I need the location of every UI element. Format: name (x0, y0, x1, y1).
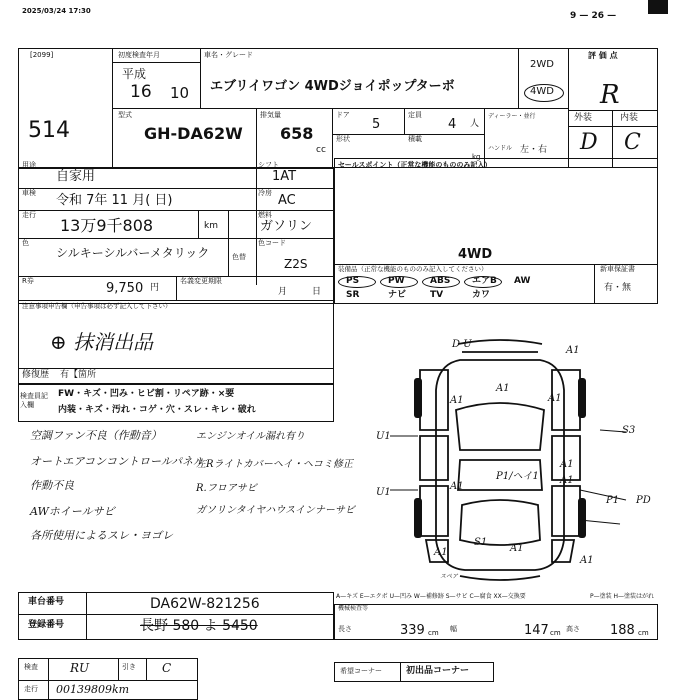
width-value: 147 (524, 623, 549, 638)
inspector-row1: FW・キズ・凹み・ヒビ割・リペア跡・×要 (58, 389, 235, 399)
dimensions-extra-label: 機械検査等 (338, 605, 369, 612)
grade-value: R (600, 80, 620, 110)
damage-mark-right-rear-b: A1 (560, 475, 574, 486)
equipment-label: 装備品（正常な機能のもののみ記入してください） (338, 265, 488, 273)
dealer-label: ディーラー・並行 (488, 113, 536, 120)
inspector-note-right: エンジンオイル漏れ有り (196, 431, 305, 442)
usage-value: 自家用 (56, 169, 96, 184)
damage-legend-small: P—塗装 H—塗装はがれ (590, 593, 655, 600)
recycle-label: R券 (22, 277, 34, 285)
damage-mark-right-front: A1 (548, 393, 562, 404)
sales-point-value: 4WD (458, 247, 493, 262)
equipment-item: PS (346, 276, 360, 286)
doors-value: 5 (372, 117, 381, 132)
damage-mark-rear-bumper: A1 (580, 555, 594, 566)
load-unit: kg (472, 153, 481, 161)
model-name: エブリイワゴン 4WDジョイポップターボ (210, 79, 455, 94)
new-warranty-value: 有・無 (604, 283, 632, 293)
width-label: 幅 (450, 625, 457, 633)
color-code-value: Z2S (284, 257, 308, 271)
lot-code: [2099] (30, 51, 54, 59)
sales-point-label: セールスポイント（正常な機能のもののみ記入） (338, 161, 492, 169)
corner-block (648, 0, 668, 14)
name-change-label: 名義変更期限 (180, 277, 222, 285)
type-value: GH-DA62W (144, 124, 243, 143)
inspector-note-right: 左Rライトカバーヘイ・ヘコミ修正 (196, 459, 353, 470)
shift-label: シフト (258, 161, 279, 169)
chassis-label: 車台番号 (28, 597, 65, 607)
name-change-month: 月 (278, 287, 288, 297)
registration-month: 10 (170, 84, 190, 102)
timestamp: 2025/03/24 17:30 (22, 7, 91, 15)
color-change-label: 色替 (232, 253, 246, 261)
cc-value: 658 (280, 124, 314, 143)
footer-mileage-value: 00139809km (56, 683, 130, 696)
handle-label: ハンドル (488, 145, 513, 152)
damage-legend: A—キズ E—エクボ U—凹み W—補修跡 S—サビ C—腐食 XX—交換要 (336, 593, 526, 600)
equipment-item: PW (388, 276, 405, 286)
shape-label: 形状 (336, 135, 350, 143)
length-label: 長さ (338, 625, 352, 633)
length-unit: cm (428, 629, 439, 637)
mileage-label: 走行 (22, 211, 36, 219)
height-unit: cm (638, 629, 649, 637)
length-value: 339 (400, 623, 425, 638)
cc-label: 排気量 (260, 111, 281, 119)
lot-number: 514 (28, 118, 70, 143)
corner-label: 希望コーナー (340, 667, 382, 675)
type-label: 型式 (118, 111, 132, 119)
mileage-value: 13万9千808 (60, 216, 154, 235)
car-damage-diagram (330, 300, 660, 590)
recycle-unit: 円 (150, 283, 160, 293)
damage-mark-left-door: A1 (450, 481, 464, 492)
inspector-note-left: 空調ファン不良（作動音） (30, 429, 162, 442)
corner-value: 初出品コーナー (406, 666, 470, 676)
notes-value: ⊕ 抹消出品 (50, 330, 154, 354)
inspection-label: 車検 (22, 189, 36, 197)
height-label: 高さ (566, 625, 580, 633)
damage-mark-left-front: A1 (450, 395, 464, 406)
fuel-value: ガソリン (260, 219, 313, 234)
interior-grade: C (624, 130, 641, 155)
inspector-note-left: 各所使用によるスレ・ヨゴレ (30, 529, 173, 542)
damage-mark-left-rear: U1 (376, 487, 391, 498)
pickup-value: C (162, 661, 172, 675)
usage-label: 用途 (22, 161, 36, 169)
mileage-unit: km (204, 221, 218, 231)
pickup-label: 引き (122, 663, 136, 671)
inspector-note-right: ガソリンタイヤハウスインナーサビ (196, 505, 355, 516)
equipment-item: AW (514, 276, 531, 286)
equipment-item: TV (430, 290, 444, 300)
cc-unit: cc (316, 145, 326, 155)
exterior-label: 外装 (574, 113, 593, 123)
interior-label: 内装 (620, 113, 639, 123)
chassis-value: DA62W-821256 (150, 596, 260, 612)
damage-mark-roof: P1/ヘイ1 (496, 471, 539, 482)
registration-label: 初度検査年月 (118, 51, 160, 59)
damage-mark-tail: S1 (474, 537, 488, 548)
shift-value: 1AT (272, 169, 297, 184)
damage-mark-left-side: U1 (376, 431, 391, 442)
fuel-label: 燃料 (258, 211, 272, 219)
handle-value: 左・右 (520, 145, 548, 155)
plate-value: 長野 580 よ 5450 (140, 618, 258, 634)
capacity-value: 4 (448, 117, 457, 132)
inspector-label: 検査員記入欄 (20, 392, 48, 410)
recycle-value: 9,750 (106, 281, 144, 296)
doors-label: ドア (336, 111, 350, 119)
capacity-label: 定員 (408, 111, 422, 119)
inspector-note-right: R.フロアサビ (196, 483, 257, 494)
damage-mark-front-right: A1 (566, 345, 580, 356)
color-code-label: 色コード (258, 239, 286, 247)
exterior-grade: D (580, 130, 598, 155)
damage-mark-front-top: D U (452, 339, 472, 350)
equipment-item: カワ (472, 290, 491, 300)
color-value: シルキーシルバーメタリック (56, 246, 210, 260)
name-change-day: 日 (312, 287, 322, 297)
model-label: 車名・グレード (204, 51, 253, 59)
damage-mark-rear-left: A1 (434, 547, 448, 558)
damage-mark-right-rear-a: A1 (560, 459, 574, 470)
damage-mark-right-side: S3 (622, 425, 636, 436)
damage-mark-right-rear-door: P1 (606, 495, 620, 506)
damage-mark-spare-label: スペア (440, 573, 459, 580)
registration-year: 16 (130, 82, 152, 102)
height-value: 188 (610, 623, 635, 638)
inspector-row2: 内装・キズ・汚れ・コゲ・穴・スレ・キレ・破れ (58, 405, 256, 415)
notes-label: 注意事項申告欄（申告事項は必ず記入して下さい） (22, 302, 172, 310)
inspection-value: 令和 7年 11 月( 日) (56, 193, 173, 208)
ac-label: 冷房 (258, 189, 272, 197)
equipment-item: ABS (430, 276, 451, 286)
repair-value: 有【箇所 (60, 370, 97, 380)
damage-mark-hood: A1 (496, 383, 510, 394)
new-warranty-label: 新車保証書 (600, 265, 635, 273)
damage-mark-right-far: PD (636, 495, 651, 506)
color-label: 色 (22, 239, 29, 247)
check-value: RU (70, 661, 90, 675)
footer-mileage-label: 走行 (24, 685, 38, 693)
damage-mark-tail-right: A1 (510, 543, 524, 554)
equipment-item: ナビ (388, 290, 407, 300)
grade-label: 評 価 点 (588, 51, 618, 60)
corner-mark: 9 — 26 — (570, 11, 617, 21)
inspector-note-left: 作動不良 (30, 479, 74, 492)
ac-value: AC (278, 193, 296, 208)
inspector-note-left: AWホイールサビ (30, 505, 115, 518)
plate-label: 登録番号 (28, 620, 65, 630)
inspector-note-left: オートエアコンコントロールパネル (30, 455, 205, 468)
load-label: 積載 (408, 135, 422, 143)
repair-label: 修復歴 (22, 370, 50, 380)
width-unit: cm (550, 629, 561, 637)
equipment-item: SR (346, 290, 360, 300)
equipment-item: エアB (472, 276, 497, 286)
drive-4wd: 4WD (530, 86, 554, 97)
registration-era: 平成 (122, 67, 147, 81)
capacity-unit: 人 (470, 119, 480, 129)
check-label: 検査 (24, 663, 38, 671)
drive-2wd: 2WD (530, 59, 554, 70)
